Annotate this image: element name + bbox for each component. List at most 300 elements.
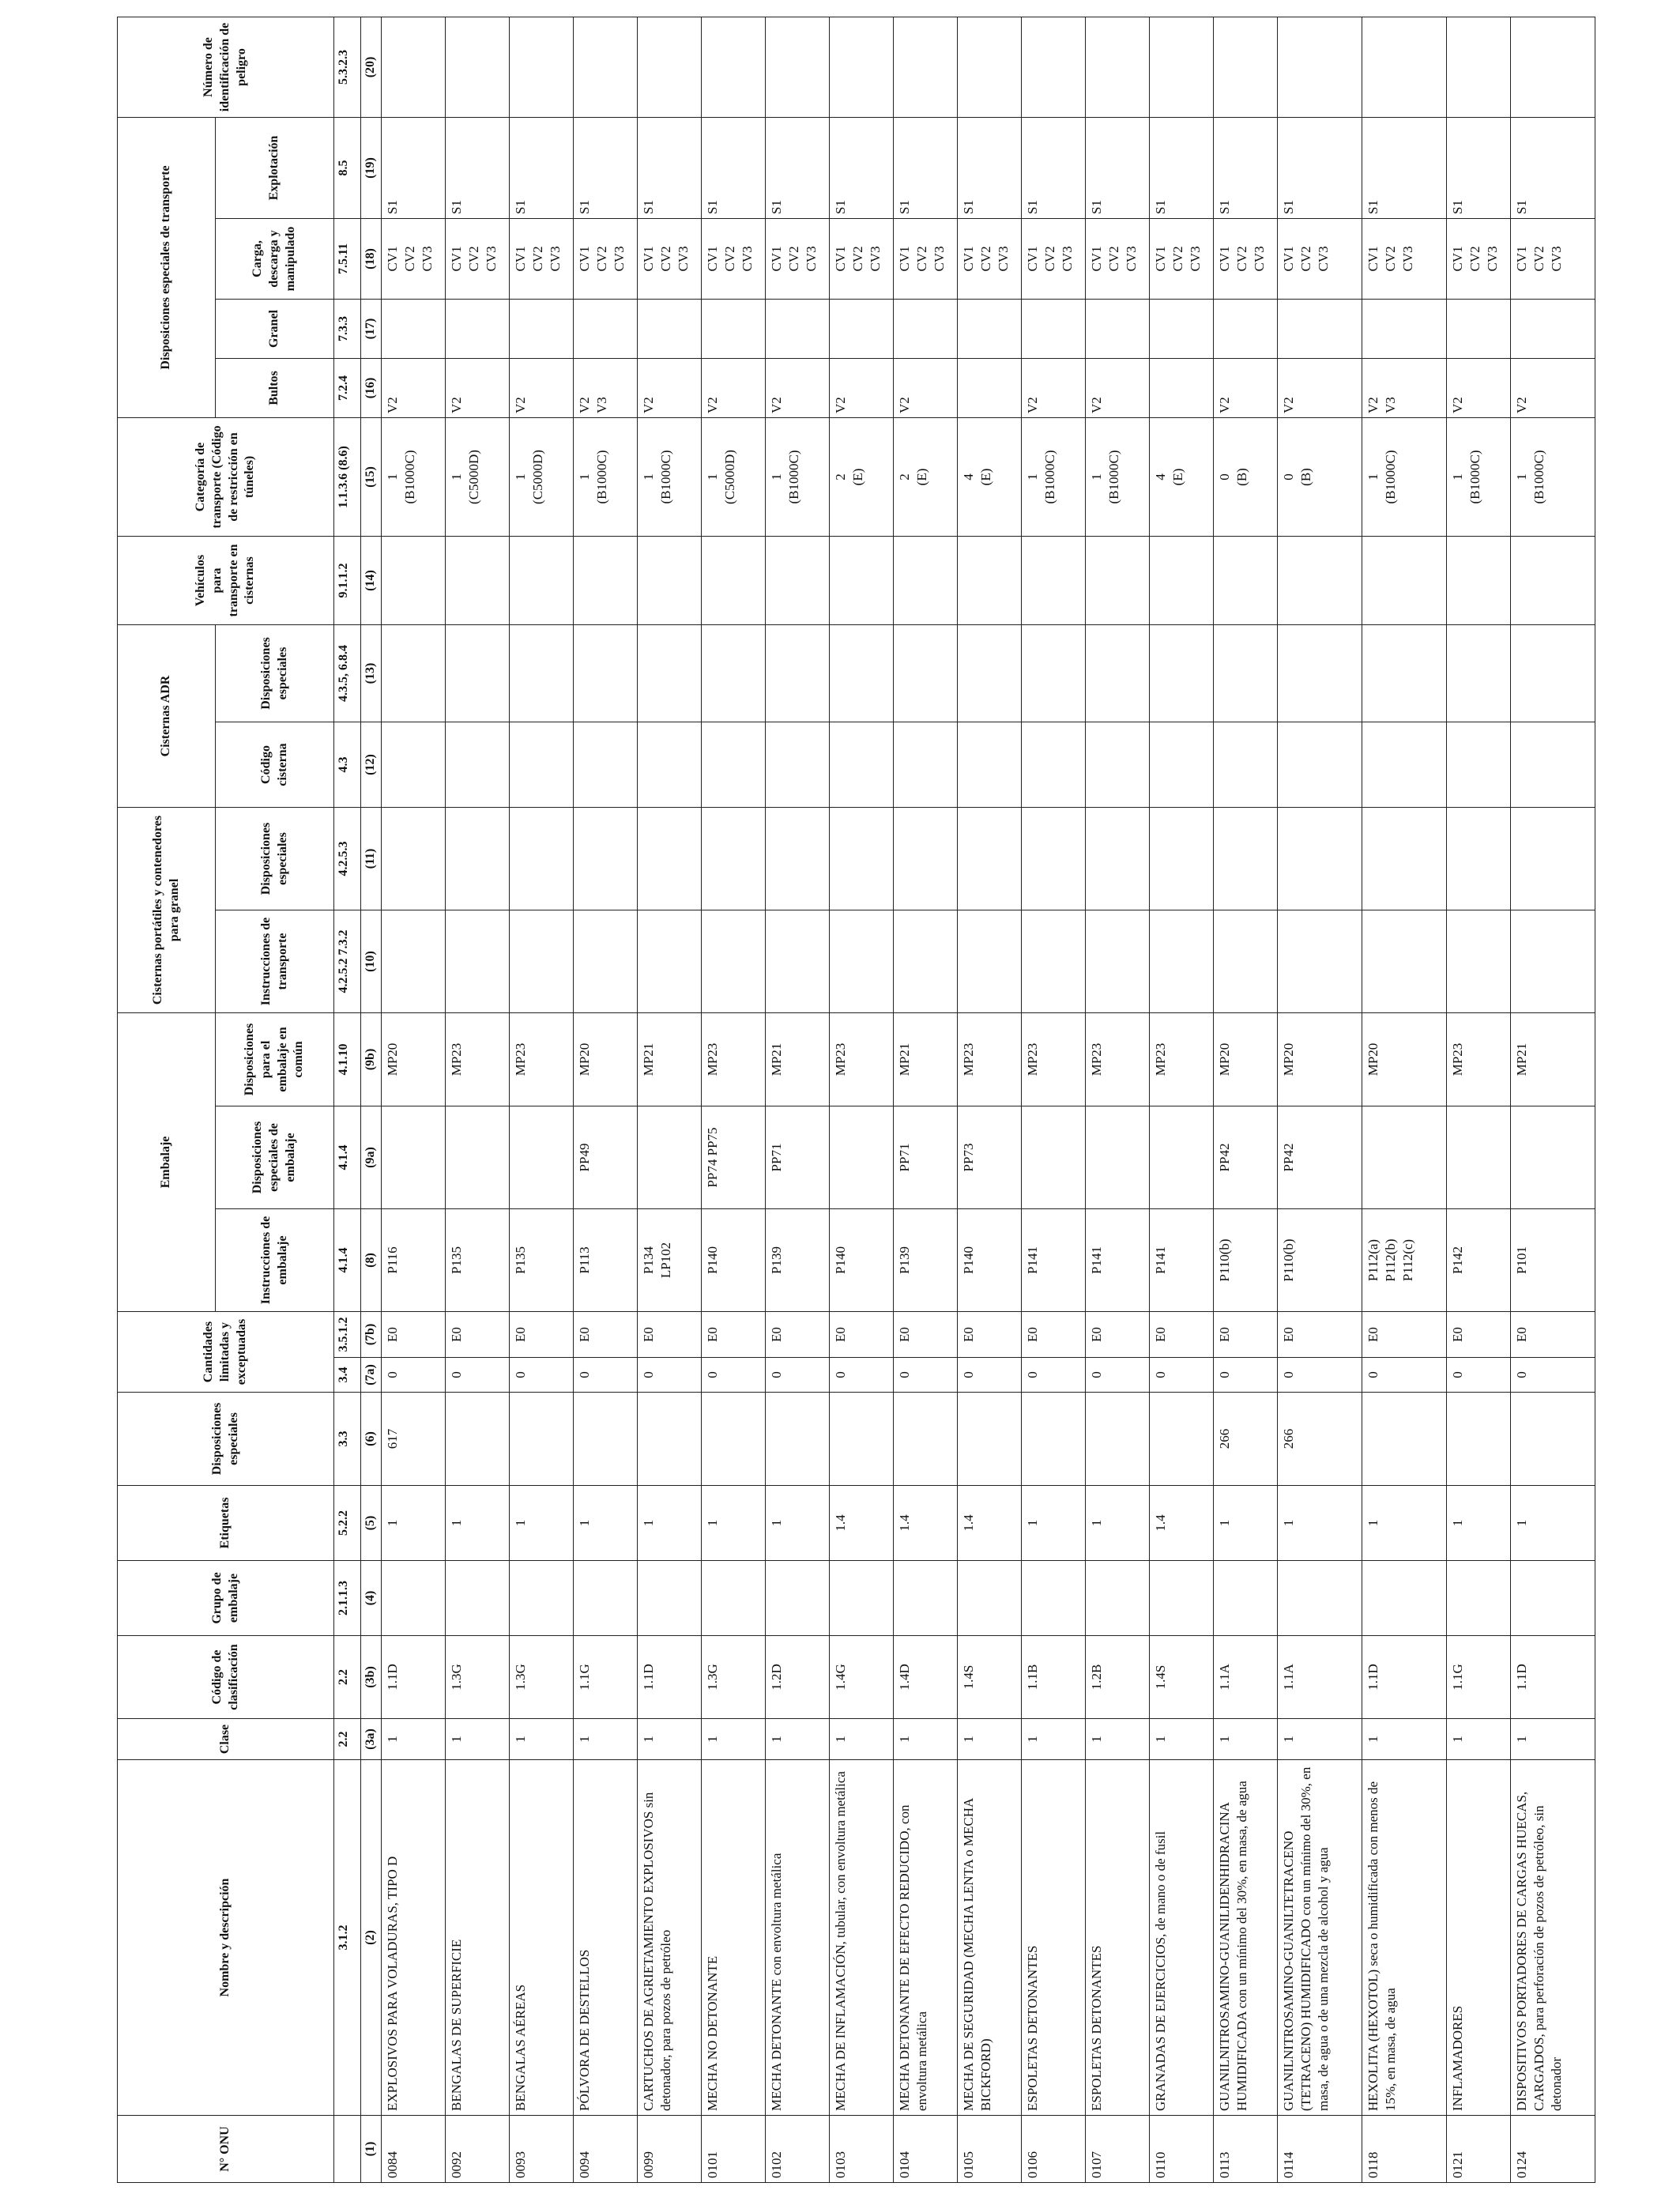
table-row [701,17,765,2182]
bulk-cell [1362,299,1446,358]
un-no-cell: 0092 [445,2116,509,2183]
packing-group-cell [637,1561,701,1636]
special-provisions-cell [1510,1393,1595,1486]
packing-group-cell [573,1561,637,1636]
header-portable-tanks: Cisternas portátiles y contenedores para granel [118,808,216,1013]
special-packing-cell [1510,1106,1595,1209]
labels-cell: 1 [701,1486,765,1561]
name-cell: PÓLVORA DE DESTELLOS [573,1760,637,2116]
column-number-cell: (3a) [361,1719,382,1760]
operation-cell: S1 [1362,117,1446,218]
packing-group-cell [829,1561,893,1636]
special-packing-cell: PP42 [1277,1106,1362,1209]
packing-instructions-cell: P135 [445,1209,509,1312]
transport-category-cell: 2 (E) [893,417,957,536]
name-cell: MECHA DE SEGURIDAD (MECHA LENTA o MECHA BICKFORD) [957,1760,1021,2116]
header-mixed-packing-provisions: Disposiciones para el embalaje en común [216,1013,334,1106]
tank-instructions-cell [1149,910,1213,1013]
classification-code-cell: 1.1D [637,1636,701,1719]
tank-code-cell [1021,722,1085,808]
excepted-quantity-cell: E0 [637,1312,701,1358]
packages-cell: V2 [1446,358,1510,417]
dangerous-goods-table [117,17,1595,2183]
class-cell: 1 [1085,1719,1149,1760]
vehicle-tank-cell [573,536,637,624]
column-number-cell: (17) [361,299,382,358]
column-number-cell: (14) [361,536,382,624]
hazard-id-cell [765,17,829,117]
tank-special-cell [381,624,445,722]
hazard-id-cell [1213,17,1277,117]
tank-code-cell [573,722,637,808]
tank-instructions-cell [637,910,701,1013]
special-provisions-cell: 617 [381,1393,445,1486]
tank-special-cell [1362,624,1446,722]
tank-code-cell [701,722,765,808]
tank-code-cell [445,722,509,808]
tank-special-cell [765,624,829,722]
packages-cell: V2 [509,358,573,417]
tank-instructions-cell [573,910,637,1013]
special-packing-cell [1362,1106,1446,1209]
column-number-cell: (15) [361,417,382,536]
special-packing-cell [1149,1106,1213,1209]
tank-instructions-cell [1362,910,1446,1013]
limited-quantity-cell: 0 [1085,1358,1149,1393]
ref-cell: 5.3.2.3 [334,17,361,117]
packing-group-cell [1213,1561,1277,1636]
tank-instructions-cell [1021,910,1085,1013]
vehicle-tank-cell [1362,536,1446,624]
limited-quantity-cell: 0 [701,1358,765,1393]
limited-quantity-cell: 0 [1277,1358,1362,1393]
header-pt-special-provisions: Disposiciones especiales [216,808,334,910]
tank-special-cell [1446,624,1510,722]
table-row [573,17,637,2182]
header-name: Nombre y descripción [118,1760,334,2116]
vehicle-tank-cell [1510,536,1595,624]
packages-cell: V2 [1277,358,1362,417]
transport-category-cell: 1 (C5000D) [445,417,509,536]
limited-quantity-cell: 0 [381,1358,445,1393]
name-cell: BENGALAS DE SUPERFICIE [445,1760,509,2116]
limited-quantity-cell: 0 [893,1358,957,1393]
packages-cell: V2 V3 [1362,358,1446,417]
tank-code-cell [1362,722,1446,808]
tank-special-cell [1021,624,1085,722]
bulk-cell [1446,299,1510,358]
column-number-cell: (13) [361,624,382,722]
packing-group-cell [1510,1561,1595,1636]
packing-group-cell [701,1561,765,1636]
ref-cell: 3.1.2 [334,1760,361,2116]
tank-instructions-cell [381,910,445,1013]
vehicle-tank-cell [1149,536,1213,624]
operation-cell: S1 [637,117,701,218]
header-loading: Carga, descarga y manipulado [216,218,334,299]
tank-special-cell [829,624,893,722]
operation-cell: S1 [1277,117,1362,218]
class-cell: 1 [701,1719,765,1760]
column-number-cell: (11) [361,808,382,910]
packing-instructions-cell: P134 LP102 [637,1209,701,1312]
ref-cell: 3.5.1.2 [334,1312,361,1358]
packing-instructions-cell: P139 [765,1209,829,1312]
mixed-packing-cell: MP23 [957,1013,1021,1106]
transport-category-cell: 4 (E) [1149,417,1213,536]
header-bulk: Granel [216,299,334,358]
packing-instructions-cell: P116 [381,1209,445,1312]
packages-cell: V2 [1021,358,1085,417]
header-packing-instructions: Instrucciones de embalaje [216,1209,334,1312]
column-number-cell: (1) [361,2116,382,2183]
packages-cell: V2 [1213,358,1277,417]
labels-cell: 1.4 [1149,1486,1213,1561]
packing-group-cell [957,1561,1021,1636]
mixed-packing-cell: MP23 [509,1013,573,1106]
table-row [765,17,829,2182]
ref-cell: 2.2 [334,1636,361,1719]
tank-special-cell [509,624,573,722]
transport-category-cell: 1 (B1000C) [765,417,829,536]
class-cell: 1 [509,1719,573,1760]
column-number-cell: (4) [361,1561,382,1636]
header-class: Clase [118,1719,334,1760]
header-packaging: Embalaje [118,1013,216,1312]
packing-group-cell [1085,1561,1149,1636]
hazard-id-cell [637,17,701,117]
excepted-quantity-cell: E0 [1085,1312,1149,1358]
class-cell: 1 [573,1719,637,1760]
name-cell: HEXOLITA (HEXOTOL) seca o humidificada con menos de 15%, en masa, de agua [1362,1760,1446,2116]
table-row [829,17,893,2182]
packages-cell [1149,358,1213,417]
labels-cell: 1.4 [893,1486,957,1561]
packing-group-cell [509,1561,573,1636]
mixed-packing-cell: MP23 [1446,1013,1510,1106]
class-cell: 1 [1510,1719,1595,1760]
limited-quantity-cell: 0 [1446,1358,1510,1393]
excepted-quantity-cell: E0 [1362,1312,1446,1358]
excepted-quantity-cell: E0 [381,1312,445,1358]
packages-cell: V2 [637,358,701,417]
bulk-cell [765,299,829,358]
header-classification-code: Código de clasificación [118,1636,334,1719]
hazard-id-cell [1277,17,1362,117]
ref-cell: 7.5.11 [334,218,361,299]
tank-instructions-cell [1213,910,1277,1013]
special-provisions-cell [1085,1393,1149,1486]
mixed-packing-cell: MP23 [701,1013,765,1106]
limited-quantity-cell: 0 [1213,1358,1277,1393]
special-packing-cell: PP71 [765,1106,829,1209]
bulk-cell [1021,299,1085,358]
pt-special-cell [637,808,701,910]
tank-special-cell [573,624,637,722]
name-cell: GUANILNITROSAMINO-GUANILTETRACENO (TETRACENO) HUMIDIFICADO con un mínimo del 30%, en masa, de agua o de una mezcla de alcohol y agua [1277,1760,1362,2116]
bulk-cell [893,299,957,358]
table-row [1085,17,1149,2182]
special-provisions-cell [1446,1393,1510,1486]
excepted-quantity-cell: E0 [1149,1312,1213,1358]
loading-cell: CV1 CV2 CV3 [1277,218,1362,299]
limited-quantity-cell: 0 [637,1358,701,1393]
labels-cell: 1 [1021,1486,1085,1561]
limited-quantity-cell: 0 [509,1358,573,1393]
rotated-page [117,17,1564,2183]
packing-instructions-cell: P140 [701,1209,765,1312]
tank-code-cell [381,722,445,808]
pt-special-cell [1277,808,1362,910]
name-cell: MECHA DETONANTE DE EFECTO REDUCIDO, con envoltura metálica [893,1760,957,2116]
special-packing-cell [445,1106,509,1209]
operation-cell: S1 [1021,117,1085,218]
packages-cell: V2 [1085,358,1149,417]
header-special-transport: Disposiciones especiales de transporte [118,117,216,417]
vehicle-tank-cell [509,536,573,624]
class-cell: 1 [893,1719,957,1760]
special-provisions-cell: 266 [1213,1393,1277,1486]
hazard-id-cell [1149,17,1213,117]
classification-code-cell: 1.1D [1362,1636,1446,1719]
tank-special-cell [1149,624,1213,722]
loading-cell: CV1 CV2 CV3 [573,218,637,299]
hazard-id-cell [1021,17,1085,117]
tank-instructions-cell [1277,910,1362,1013]
operation-cell: S1 [381,117,445,218]
special-packing-cell: PP71 [893,1106,957,1209]
packing-group-cell [381,1561,445,1636]
tank-special-cell [893,624,957,722]
special-provisions-cell [1362,1393,1446,1486]
tank-code-cell [1149,722,1213,808]
classification-code-cell: 1.4G [829,1636,893,1719]
vehicle-tank-cell [1021,536,1085,624]
special-provisions-cell [637,1393,701,1486]
special-provisions-cell [573,1393,637,1486]
ref-cell [334,2116,361,2183]
excepted-quantity-cell: E0 [765,1312,829,1358]
column-number-cell: (16) [361,358,382,417]
labels-cell: 1 [1085,1486,1149,1561]
classification-code-cell: 1.1D [381,1636,445,1719]
class-cell: 1 [1362,1719,1446,1760]
header-un-no: N° ONU [118,2116,334,2183]
header-packing-group: Grupo de embalaje [118,1561,334,1636]
classification-code-cell: 1.3G [701,1636,765,1719]
un-no-cell: 0105 [957,2116,1021,2183]
reference-row [334,17,361,2182]
pt-special-cell [701,808,765,910]
bulk-cell [637,299,701,358]
packing-instructions-cell: P141 [1149,1209,1213,1312]
transport-category-cell: 1 (B1000C) [1362,417,1446,536]
header-tank-code: Código cisterna [216,722,334,808]
mixed-packing-cell: MP23 [445,1013,509,1106]
special-provisions-cell [1149,1393,1213,1486]
packing-group-cell [1446,1561,1510,1636]
ref-cell: 4.2.5.2 7.3.2 [334,910,361,1013]
mixed-packing-cell: MP20 [381,1013,445,1106]
name-cell: MECHA DE INFLAMACIÓN, tubular, con envoltura metálica [829,1760,893,2116]
special-provisions-cell: 266 [1277,1393,1362,1486]
packing-instructions-cell: P142 [1446,1209,1510,1312]
header-vehicle-tank: Vehículos para transporte en cisternas [118,536,334,624]
un-no-cell: 0110 [1149,2116,1213,2183]
class-cell: 1 [381,1719,445,1760]
special-packing-cell [1085,1106,1149,1209]
special-provisions-cell [829,1393,893,1486]
classification-code-cell: 1.1D [1510,1636,1595,1719]
loading-cell: CV1 CV2 CV3 [765,218,829,299]
un-no-cell: 0121 [1446,2116,1510,2183]
transport-category-cell: 1 (B1000C) [1510,417,1595,536]
tank-code-cell [957,722,1021,808]
loading-cell: CV1 CV2 CV3 [1149,218,1213,299]
tank-code-cell [893,722,957,808]
table-row [509,17,573,2182]
ref-cell: 4.1.10 [334,1013,361,1106]
tank-instructions-cell [1085,910,1149,1013]
classification-code-cell: 1.1A [1213,1636,1277,1719]
special-packing-cell: PP73 [957,1106,1021,1209]
special-packing-cell [1446,1106,1510,1209]
packing-instructions-cell: P139 [893,1209,957,1312]
vehicle-tank-cell [765,536,829,624]
operation-cell: S1 [957,117,1021,218]
packages-cell: V2 [701,358,765,417]
pt-special-cell [1446,808,1510,910]
tank-code-cell [765,722,829,808]
labels-cell: 1 [1446,1486,1510,1561]
class-cell: 1 [1213,1719,1277,1760]
tank-code-cell [1085,722,1149,808]
hazard-id-cell [829,17,893,117]
tank-instructions-cell [1446,910,1510,1013]
tank-instructions-cell [829,910,893,1013]
packing-instructions-cell: P141 [1085,1209,1149,1312]
hazard-id-cell [1446,17,1510,117]
mixed-packing-cell: MP21 [765,1013,829,1106]
ref-cell: 5.2.2 [334,1486,361,1561]
hazard-id-cell [381,17,445,117]
special-provisions-cell [957,1393,1021,1486]
pt-special-cell [829,808,893,910]
class-cell: 1 [765,1719,829,1760]
bulk-cell [957,299,1021,358]
hazard-id-cell [1362,17,1446,117]
pt-special-cell [1149,808,1213,910]
excepted-quantity-cell: E0 [445,1312,509,1358]
hazard-id-cell [893,17,957,117]
header-transport-category: Categoría de transporte (Código de restricción en túneles) [118,417,334,536]
hazard-id-cell [957,17,1021,117]
tank-code-cell [637,722,701,808]
special-packing-cell: PP74 PP75 [701,1106,765,1209]
table-row [957,17,1021,2182]
labels-cell: 1 [445,1486,509,1561]
class-cell: 1 [1149,1719,1213,1760]
table-row [1446,17,1510,2182]
classification-code-cell: 1.1A [1277,1636,1362,1719]
column-number-cell: (19) [361,117,382,218]
limited-quantity-cell: 0 [1510,1358,1595,1393]
special-packing-cell: PP42 [1213,1106,1277,1209]
column-number-row [361,17,382,2182]
ref-cell: 4.1.4 [334,1209,361,1312]
transport-category-cell: 1 (B1000C) [1021,417,1085,536]
excepted-quantity-cell: E0 [1021,1312,1085,1358]
special-provisions-cell [445,1393,509,1486]
packing-group-cell [1149,1561,1213,1636]
header-adr-tanks: Cisternas ADR [118,624,216,807]
limited-quantity-cell: 0 [829,1358,893,1393]
class-cell: 1 [1446,1719,1510,1760]
labels-cell: 1 [1510,1486,1595,1561]
un-no-cell: 0107 [1085,2116,1149,2183]
tank-special-cell [957,624,1021,722]
limited-quantity-cell: 0 [445,1358,509,1393]
operation-cell: S1 [445,117,509,218]
bulk-cell [445,299,509,358]
pt-special-cell [445,808,509,910]
packing-group-cell [1021,1561,1085,1636]
mixed-packing-cell: MP21 [637,1013,701,1106]
packages-cell: V2 V3 [573,358,637,417]
transport-category-cell: 0 (B) [1213,417,1277,536]
table-row [1362,17,1446,2182]
header-labels: Etiquetas [118,1486,334,1561]
header-operation: Explotación [216,117,334,218]
ref-cell: 4.1.4 [334,1106,361,1209]
tank-instructions-cell [957,910,1021,1013]
mixed-packing-cell: MP20 [1213,1013,1277,1106]
tank-special-cell [1085,624,1149,722]
name-cell: MECHA NO DETONANTE [701,1760,765,2116]
table-row [1149,17,1213,2182]
packing-instructions-cell: P112(a) P112(b) P112(c) [1362,1209,1446,1312]
packages-cell: V2 [765,358,829,417]
un-no-cell: 0124 [1510,2116,1595,2183]
mixed-packing-cell: MP23 [1021,1013,1085,1106]
bulk-cell [1149,299,1213,358]
un-no-cell: 0084 [381,2116,445,2183]
operation-cell: S1 [765,117,829,218]
loading-cell: CV1 CV2 CV3 [381,218,445,299]
mixed-packing-cell: MP23 [1085,1013,1149,1106]
tank-code-cell [1446,722,1510,808]
mixed-packing-cell: MP21 [893,1013,957,1106]
table-row [381,17,445,2182]
name-cell: ESPOLETAS DETONANTES [1021,1760,1085,2116]
header-special-provisions: Disposiciones especiales [118,1393,334,1486]
un-no-cell: 0099 [637,2116,701,2183]
special-packing-cell [381,1106,445,1209]
ref-cell: 8.5 [334,117,361,218]
packages-cell: V2 [893,358,957,417]
limited-quantity-cell: 0 [957,1358,1021,1393]
transport-category-cell: 1 (C5000D) [701,417,765,536]
vehicle-tank-cell [1446,536,1510,624]
class-cell: 1 [637,1719,701,1760]
tank-instructions-cell [1510,910,1595,1013]
loading-cell: CV1 CV2 CV3 [1021,218,1085,299]
transport-category-cell: 1 (B1000C) [381,417,445,536]
excepted-quantity-cell: E0 [1446,1312,1510,1358]
tank-code-cell [829,722,893,808]
column-number-cell: (20) [361,17,382,117]
excepted-quantity-cell: E0 [573,1312,637,1358]
